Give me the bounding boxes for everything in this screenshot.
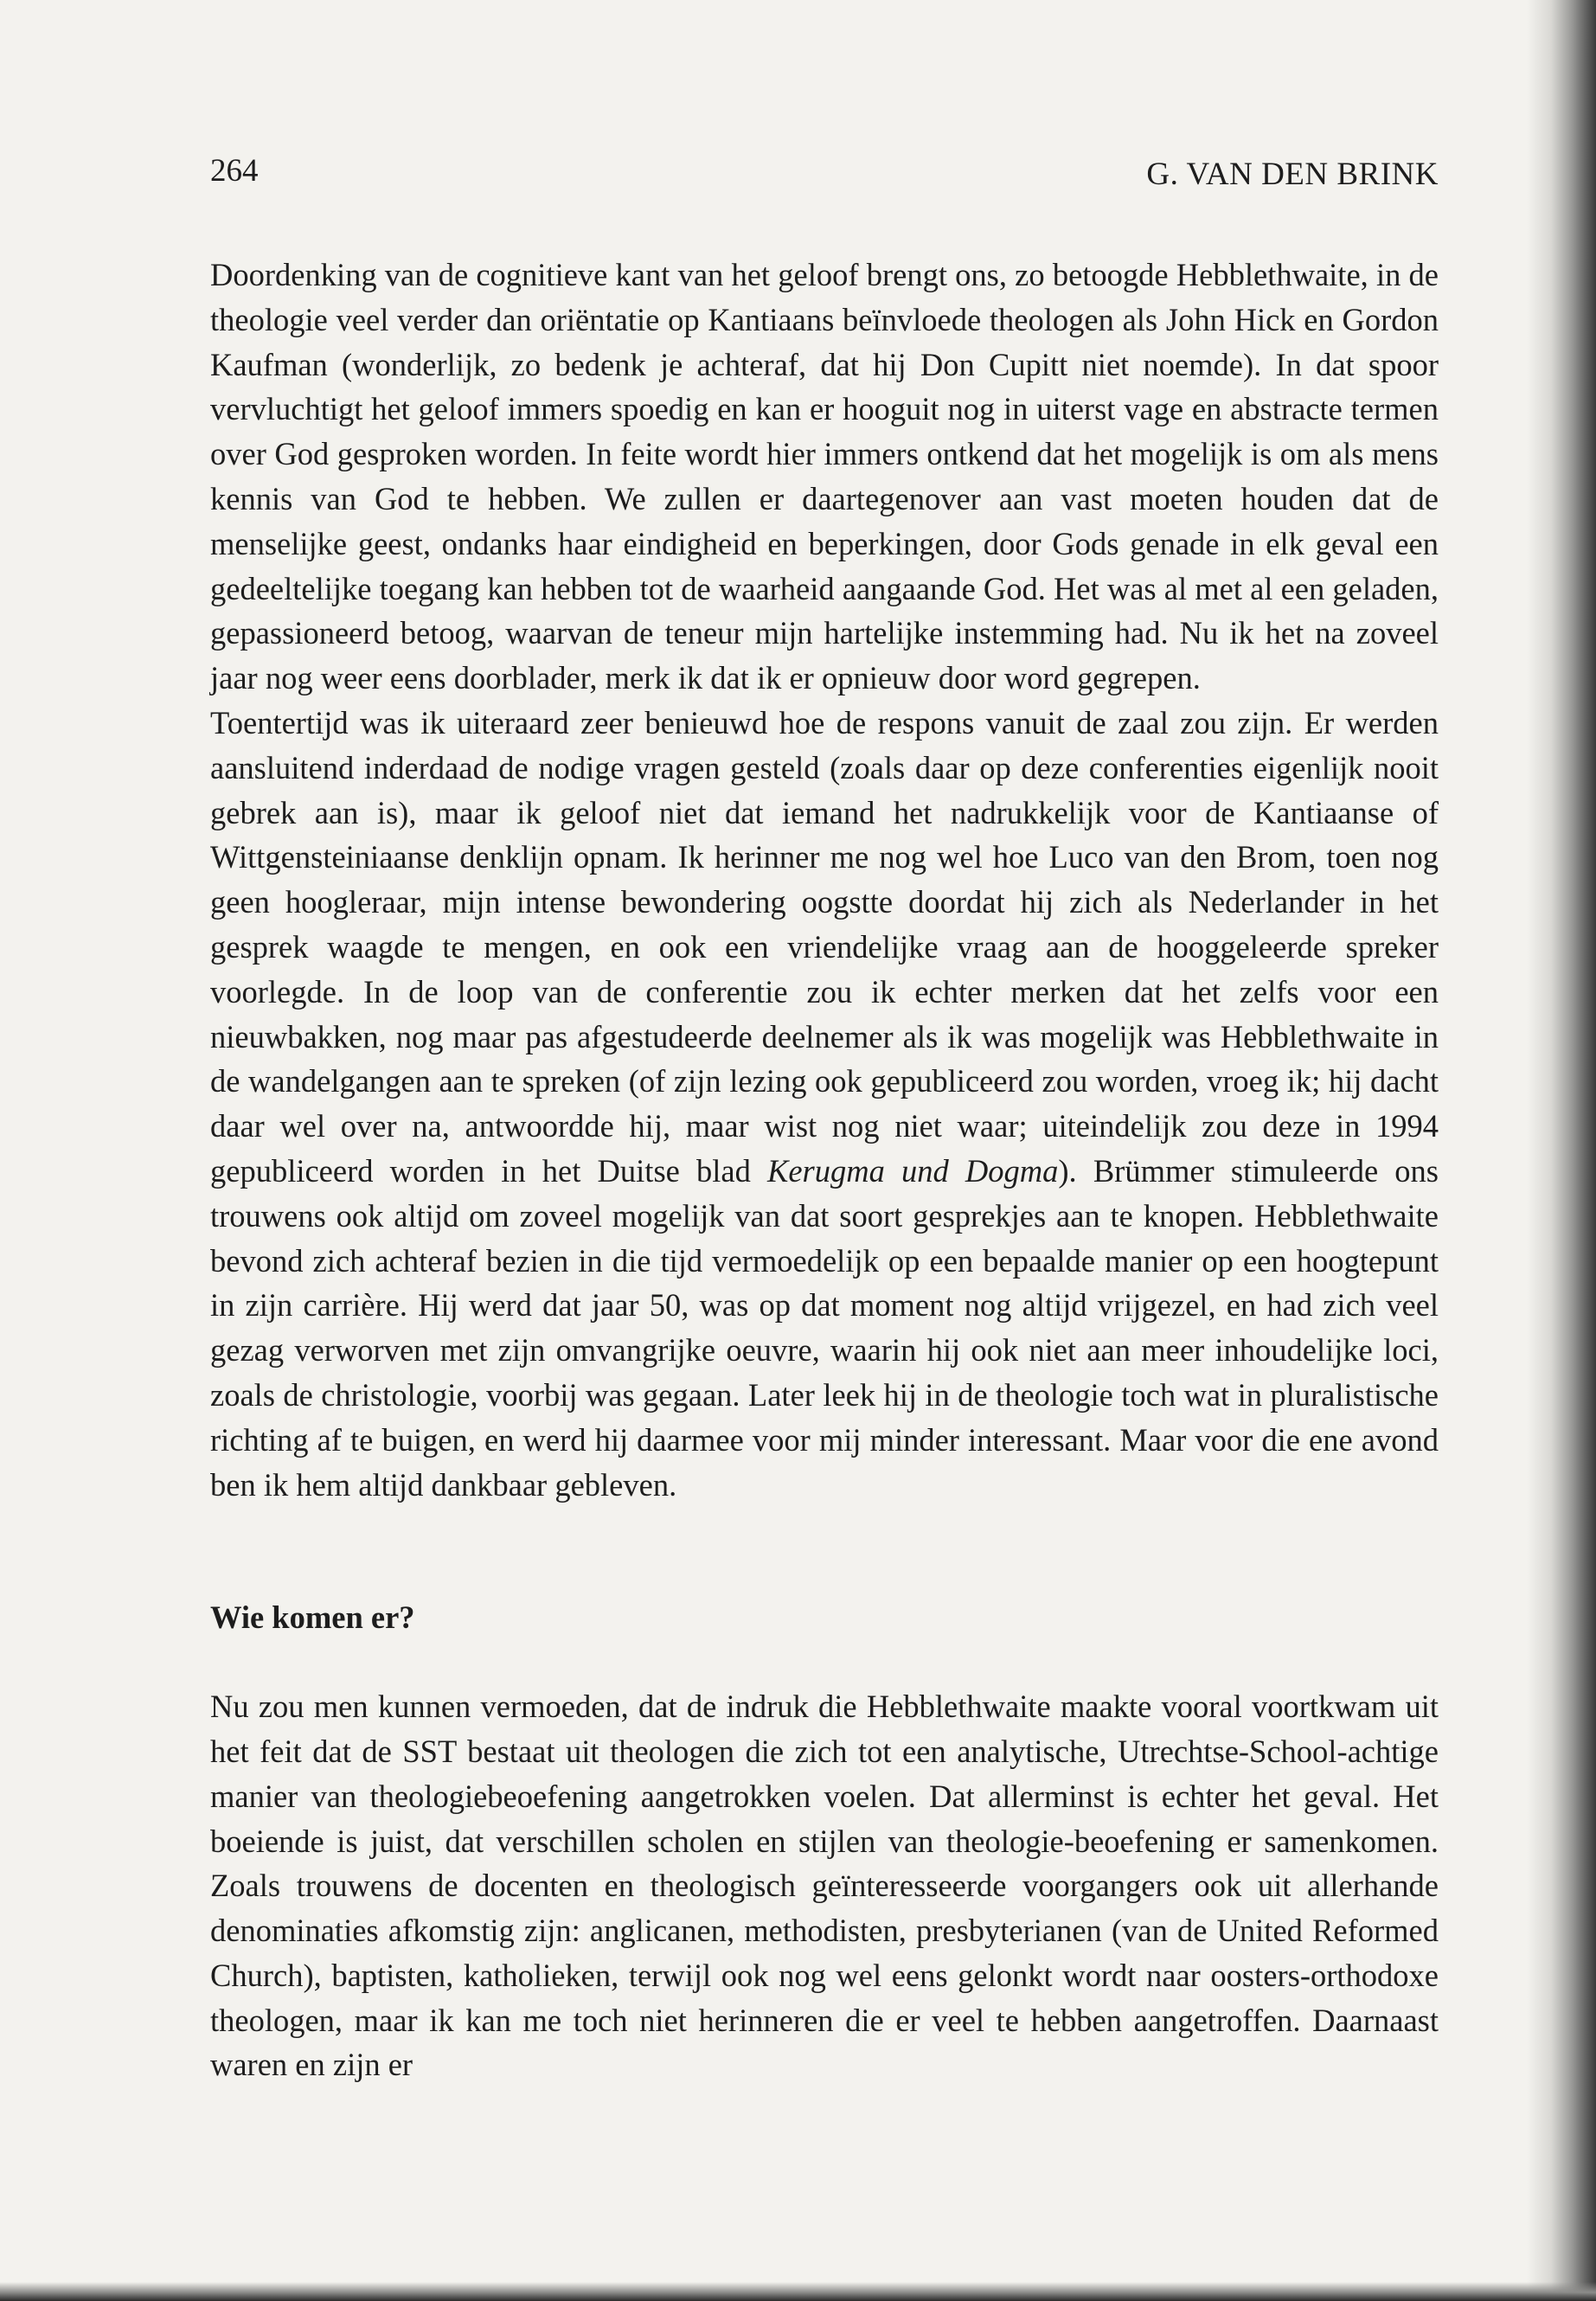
section-paragraph: Nu zou men kunnen vermoeden, dat de indruk die Hebblethwaite maakte vooral voortkwam uit het feit dat de SST bestaat uit theologen die zich tot een analytische, Utrechtse-School-achtige manier van theologiebeoefening aangetrokken voelen. Dat allerminst is echter het geval. Het boeiende is juist, dat verschillen scholen en stijlen van theologie-beoefening er samenkomen. Zoals trouwens de docenten en theologisch geïnteresseerde voorgangers ook uit allerhande denominaties afkomstig zijn: anglicanen, methodisten, presbyterianen (van de United Reformed Church), baptisten, katholieken, terwijl ook nog wel eens gelonkt wordt naar oosters-orthodoxe theologen, maar ik kan me toch niet herinneren die er veel te hebben aangetroffen. Daarnaast waren en zijn er [210, 1689, 1439, 2083]
page-number: 264 [210, 153, 259, 189]
paragraph-2-part-2: ). Brümmer stimuleerde ons trouwens ook altijd om zoveel mogelijk van dat soort gesprekjes aan te knopen. Hebblethwaite bevond zich achteraf bezien in die tijd vermoedelijk op een bepaalde manier op een hoogtepunt in zijn carrière. Hij werd dat jaar 50, was op dat moment nog altijd vrijgezel, en had zich veel gezag verworven met zijn omvangrijke oeuvre, waarin hij ook niet aan meer inhoudelijke loci, zoals de christologie, voorbij was gegaan. Later leek hij in de theologie toch wat in pluralistische richting af te buigen, en werd hij daarmee voor mij minder interessant. Maar voor die ene avond ben ik hem altijd dankbaar gebleven. [210, 1152, 1439, 1503]
binding-shadow-right [1527, 0, 1596, 2301]
running-head: G. VAN DEN BRINK [1146, 157, 1439, 192]
paragraph-1: Doordenking van de cognitieve kant van het geloof brengt ons, zo betoogde Hebblethwaite, in de theologie veel verder dan oriëntatie op Kantiaans beïnvloede theologen als John Hick en Gordon Kaufman (wonderlijk, zo bedenk je achteraf, dat hij Don Cupitt niet noemde). In dat spoor vervluchtigt het geloof immers spoedig en kan er hooguit nog in uiterst vage en abstracte termen over God gesproken worden. In feite wordt hier immers ontkend dat het mogelijk is om als mens kennis van God te hebben. We zullen er daartegenover aan vast moeten houden dat de menselijke geest, ondanks haar eindigheid en beperkingen, door Gods genade in elk geval een gedeeltelijke toegang kan hebben tot de waarheid aangaande God. Het was al met al een geladen, gepassioneerd betoog, waarvan de teneur mijn hartelijke instemming had. Nu ik het na zoveel jaar nog weer eens doorblader, merk ik dat ik er opnieuw door word gegrepen. [210, 257, 1439, 696]
paragraph-2 [210, 701, 1439, 1507]
scan-edge-bottom [0, 2282, 1596, 2301]
section-heading: Wie komen er? [210, 1599, 415, 1636]
paragraph-2-part-1: Toentertijd was ik uiteraard zeer benieuwd hoe de respons vanuit de zaal zou zijn. Er werden aansluitend inderdaad de nodige vragen gesteld (zoals daar op deze conferenties eigenlijk nooit gebrek aan is), maar ik geloof niet dat iemand het nadrukkelijk voor de Kantiaanse of Wittgensteiniaanse denklijn opnam. Ik herinner me nog wel hoe Luco van den Brom, toen nog geen hoogleraar, mijn intense bewondering oogstte doordat hij zich als Nederlander in het gesprek waagde te mengen, en ook een vriendelijke vraag aan de hooggeleerde spreker voorlegde. In de loop van de conferentie zou ik echter merken dat het zelfs voor een nieuwbakken, nog maar pas afgestudeerde deelnemer als ik was mogelijk was Hebblethwaite in de wandelgangen aan te spreken (of zijn lezing ook gepubliceerd zou worden, vroeg ik; hij dacht daar wel over na, antwoordde hij, maar wist nog niet waar; uiteindelijk zou deze in 1994 gepubliceerd worden in het Duitse blad [210, 704, 1439, 1189]
body-text [210, 253, 1439, 2087]
journal-title-italic: Kerugma und Dogma [767, 1152, 1059, 1189]
page-header [210, 152, 1439, 201]
